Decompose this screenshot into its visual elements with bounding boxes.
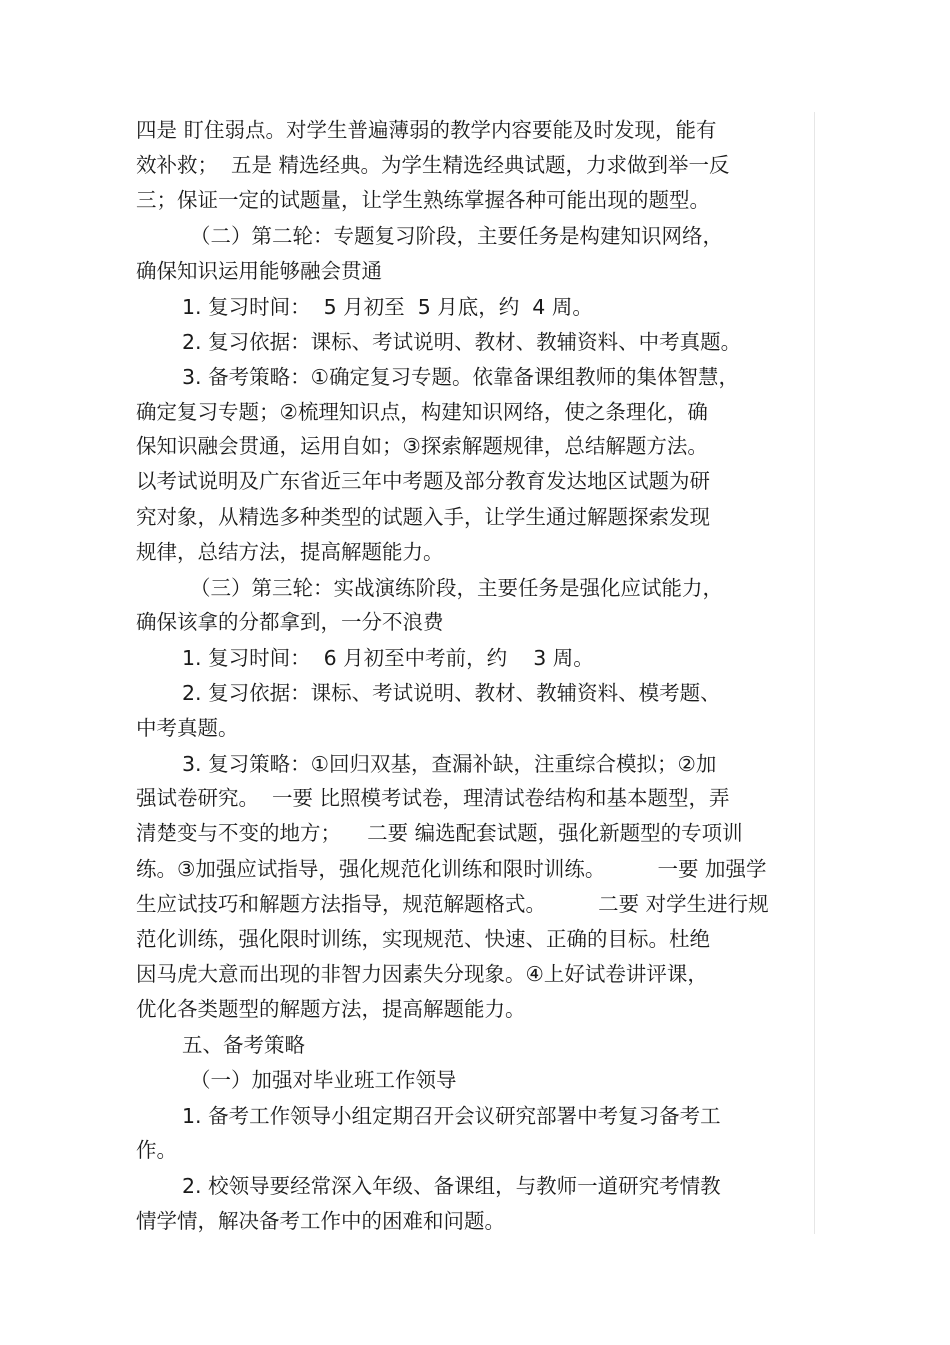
paragraph-line: 情学情，解决备考工作中的困难和问题。 — [136, 1209, 505, 1233]
paragraph-line: 保知识融会贯通，运用自如；③探索解题规律，总结解题方法。 — [136, 434, 708, 458]
subsection-heading: （一）加强对毕业班工作领导 — [190, 1068, 457, 1092]
paragraph-line: 三；保证一定的试题量，让学生熟练掌握各种可能出现的题型。 — [136, 188, 710, 212]
list-item: 1. 备考工作领导小组定期召开会议研究部署中考复习备考工 — [182, 1104, 721, 1128]
paragraph-line: 清楚变与不变的地方； 二要 编选配套试题，强化新题型的专项训 — [136, 821, 743, 845]
paragraph-line: 因马虎大意而出现的非智力因素失分现象。④上好试卷讲评课， — [136, 962, 708, 986]
paragraph-line: 确定复习专题；②梳理知识点，构建知识网络，使之条理化，确 — [136, 400, 708, 424]
paragraph-line: 确保知识运用能够融会贯通 — [136, 259, 382, 283]
paragraph-line: 究对象，从精选多种类型的试题入手，让学生通过解题探索发现 — [136, 505, 710, 529]
section-heading-exam-strategy: 五、备考策略 — [182, 1033, 305, 1057]
list-item: 2. 复习依据：课标、考试说明、教材、教辅资料、模考题、 — [182, 681, 721, 705]
paragraph-line: 作。 — [136, 1138, 177, 1162]
paragraph-line: 效补救； 五是 精选经典。为学生精选经典试题，力求做到举一反 — [136, 153, 730, 177]
list-item: 2. 校领导要经常深入年级、备课组，与教师一道研究考情教 — [182, 1174, 721, 1198]
paragraph-line: 规律，总结方法，提高解题能力。 — [136, 540, 444, 564]
paragraph-line: 以考试说明及广东省近三年中考题及部分教育发达地区试题为研 — [136, 469, 710, 493]
section-heading-round-two: （二）第二轮：专题复习阶段，主要任务是构建知识网络， — [190, 224, 723, 248]
paragraph-line: 练。③加强应试指导，强化规范化训练和限时训练。 一要 加强学 — [136, 857, 767, 881]
paragraph-line: 生应试技巧和解题方法指导，规范解题格式。 二要 对学生进行规 — [136, 892, 769, 916]
list-item: 2. 复习依据：课标、考试说明、教材、教辅资料、中考真题。 — [182, 330, 742, 354]
paragraph-line: 范化训练，强化限时训练，实现规范、快速、正确的目标。杜绝 — [136, 927, 710, 951]
paragraph-line: 四是 盯住弱点。对学生普遍薄弱的教学内容要能及时发现，能有 — [136, 118, 717, 142]
list-item: 1. 复习时间： 6 月初至中考前，约 3 周。 — [182, 646, 594, 670]
paragraph-line: 确保该拿的分都拿到，一分不浪费 — [136, 610, 444, 634]
list-item: 3. 备考策略：①确定复习专题。依靠备课组教师的集体智慧， — [182, 365, 739, 389]
list-item: 3. 复习策略：①回归双基，查漏补缺，注重综合模拟；②加 — [182, 752, 717, 776]
paragraph-line: 中考真题。 — [136, 716, 239, 740]
section-heading-round-three: （三）第三轮：实战演练阶段，主要任务是强化应试能力， — [190, 576, 723, 600]
paragraph-line: 强试卷研究。 一要 比照模考试卷，理清试卷结构和基本题型，弄 — [136, 786, 730, 810]
list-item: 1. 复习时间： 5 月初至 5 月底，约 4 周。 — [182, 295, 593, 319]
paragraph-line: 优化各类题型的解题方法，提高解题能力。 — [136, 997, 526, 1021]
margin-divider — [814, 112, 815, 1234]
